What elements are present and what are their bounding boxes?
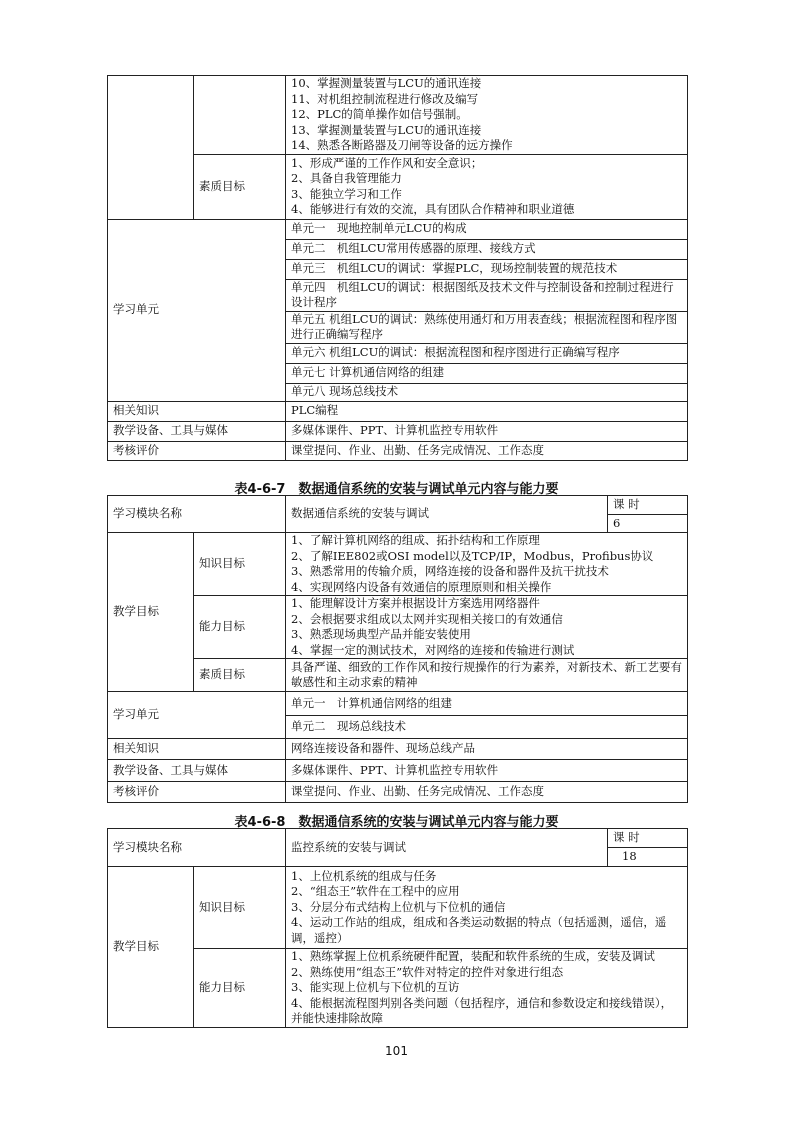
hours-label: 课 时 — [608, 829, 688, 848]
list-item: 1、熟练掌握上位机系统硬件配置，装配和软件系统的生成，安装及调试 — [291, 949, 655, 963]
skill-list — [286, 76, 688, 155]
module-name: 数据通信系统的安装与调试 — [286, 496, 608, 533]
list-item: 1、形成严谨的工作作风和安全意识； — [291, 155, 483, 170]
goals-label: 教学目标 — [108, 533, 194, 692]
list-item: 2、“组态王”软件在工程中的应用 — [291, 884, 460, 899]
list-item: 12、PLC的简单操作如信号强制。 — [291, 107, 468, 121]
list-item: 4、能根据流程图判别各类问题（包括程序，通信和参数设定和接线错误），并能快速排除故障 — [291, 995, 673, 1025]
list-item: 2、会根据要求组成以太网并实现相关接口的有效通信 — [291, 611, 563, 626]
ability-label: 能力目标 — [194, 949, 286, 1028]
list-item: 4、运动工作站的组成，组成和各类运动数据的特点（包括遥测，遥信，遥调，遥控） — [291, 915, 667, 945]
related-label: 相关知识 — [108, 401, 286, 421]
unit-item: 单元二 机组LCU常用传感器的原理、接线方式 — [286, 239, 688, 259]
knowledge-label: 知识目标 — [194, 867, 286, 949]
list-item: 3、能实现上位机与下位机的互访 — [291, 980, 460, 994]
list-item: 2、具备自我管理能力 — [291, 171, 402, 185]
equipment-value: 多媒体课件、PPT、计算机监控专用软件 — [286, 760, 688, 782]
equipment-label: 教学设备、工具与媒体 — [108, 760, 286, 782]
related-value: PLC编程 — [286, 401, 688, 421]
unit-item: 单元一 现地控制单元LCU的构成 — [286, 219, 688, 239]
units-label: 学习单元 — [108, 219, 286, 401]
list-item: 3、能独立学习和工作 — [291, 186, 402, 201]
unit-item: 单元二 现场总线技术 — [286, 716, 688, 739]
table-row — [108, 154, 688, 219]
list-item: 1、能理解设计方案并根据设计方案选用网络器件 — [291, 596, 540, 610]
equipment-value: 多媒体课件、PPT、计算机监控专用软件 — [286, 421, 688, 441]
list-item: 1、了解计算机网络的组成、拓扑结构和工作原理 — [291, 533, 540, 547]
table-4-6-8 — [107, 828, 688, 1028]
unit-item: 单元六 机组LCU的调试：根据流程图和程序图进行正确编写程序 — [286, 343, 688, 363]
list-item: 11、对机组控制流程进行修改及编写 — [291, 91, 479, 106]
cell-empty — [194, 76, 286, 155]
module-label: 学习模块名称 — [108, 496, 286, 533]
assessment-label: 考核评价 — [108, 782, 286, 803]
quality-label: 素质目标 — [194, 659, 286, 692]
list-item: 4、实现网络内设备有效通信的原理原则和相关操作 — [291, 579, 552, 594]
knowledge-list — [286, 867, 688, 949]
ability-label: 能力目标 — [194, 596, 286, 659]
table-title: 表4-6-7 数据通信系统的安装与调试单元内容与能力要 — [234, 482, 559, 497]
unit-item: 单元三 机组LCU的调试：掌握PLC，现场控制装置的规范技术 — [286, 259, 688, 279]
hours-value: 6 — [608, 515, 688, 533]
knowledge-list — [286, 533, 688, 596]
hours-value: 18 — [608, 848, 688, 867]
table-4-6-7 — [107, 495, 688, 803]
hours-label: 课 时 — [608, 496, 688, 515]
quality-list — [286, 154, 688, 219]
list-item: 4、能够进行有效的交流，具有团队合作精神和职业道德 — [291, 202, 575, 216]
related-value: 网络连接设备和器件、现场总线产品 — [286, 739, 688, 760]
list-item: 3、熟悉常用的传输介质，网络连接的设备和器件及抗干扰技术 — [291, 564, 609, 578]
unit-item: 单元八 现场总线技术 — [286, 383, 688, 401]
quality-label: 素质目标 — [194, 154, 286, 219]
list-item: 10、掌握测量装置与LCU的通讯连接 — [291, 76, 482, 90]
unit-item: 单元七 计算机通信网络的组建 — [286, 363, 688, 383]
unit-item: 单元四 机组LCU的调试：根据图纸及技术文件与控制设备和控制过程进行设计程序 — [286, 279, 688, 311]
assessment-value: 课堂提问、作业、出勤、任务完成情况、工作态度 — [286, 441, 688, 460]
cell-empty — [108, 76, 194, 220]
module-label: 学习模块名称 — [108, 829, 286, 867]
ability-list — [286, 949, 688, 1028]
list-item: 3、熟悉现场典型产品并能安装使用 — [291, 627, 471, 641]
units-label: 学习单元 — [108, 692, 286, 739]
equipment-label: 教学设备、工具与媒体 — [108, 421, 286, 441]
table-continued — [107, 75, 688, 461]
related-label: 相关知识 — [108, 739, 286, 760]
list-item: 4、掌握一定的测试技术，对网络的连接和传输进行测试 — [291, 642, 575, 657]
table-title: 表4-6-8 数据通信系统的安装与调试单元内容与能力要 — [234, 815, 559, 830]
list-item: 13、掌握测量装置与LCU的通讯连接 — [291, 122, 482, 137]
assessment-value: 课堂提问、作业、出勤、任务完成情况、工作态度 — [286, 782, 688, 803]
ability-list — [286, 596, 688, 659]
goals-label: 教学目标 — [108, 867, 194, 1028]
unit-item: 单元五 机组LCU的调试：熟练使用通灯和万用表查线；根据流程图和程序图进行正确编写程序 — [286, 311, 688, 343]
knowledge-label: 知识目标 — [194, 533, 286, 596]
table-row — [108, 76, 688, 155]
unit-item: 单元一 计算机通信网络的组建 — [286, 692, 688, 716]
list-item: 2、熟练使用“组态王”软件对特定的控件对象进行组态 — [291, 964, 564, 979]
quality-text: 具备严谨、细致的工作作风和按行规操作的行为素养，对新技术、新工艺要有敏感性和主动求索的精神 — [286, 659, 688, 692]
assessment-label: 考核评价 — [108, 441, 286, 460]
list-item: 14、熟悉各断路器及刀闸等设备的远方操作 — [291, 138, 513, 152]
list-item: 1、上位机系统的组成与任务 — [291, 868, 437, 883]
module-name: 监控系统的安装与调试 — [286, 829, 608, 867]
list-item: 2、了解IEE802或OSI model以及TCP/IP，Modbus，Profibus协议 — [291, 548, 654, 563]
list-item: 3、分层分布式结构上位机与下位机的通信 — [291, 899, 506, 914]
page-number: 101 — [385, 1044, 408, 1058]
